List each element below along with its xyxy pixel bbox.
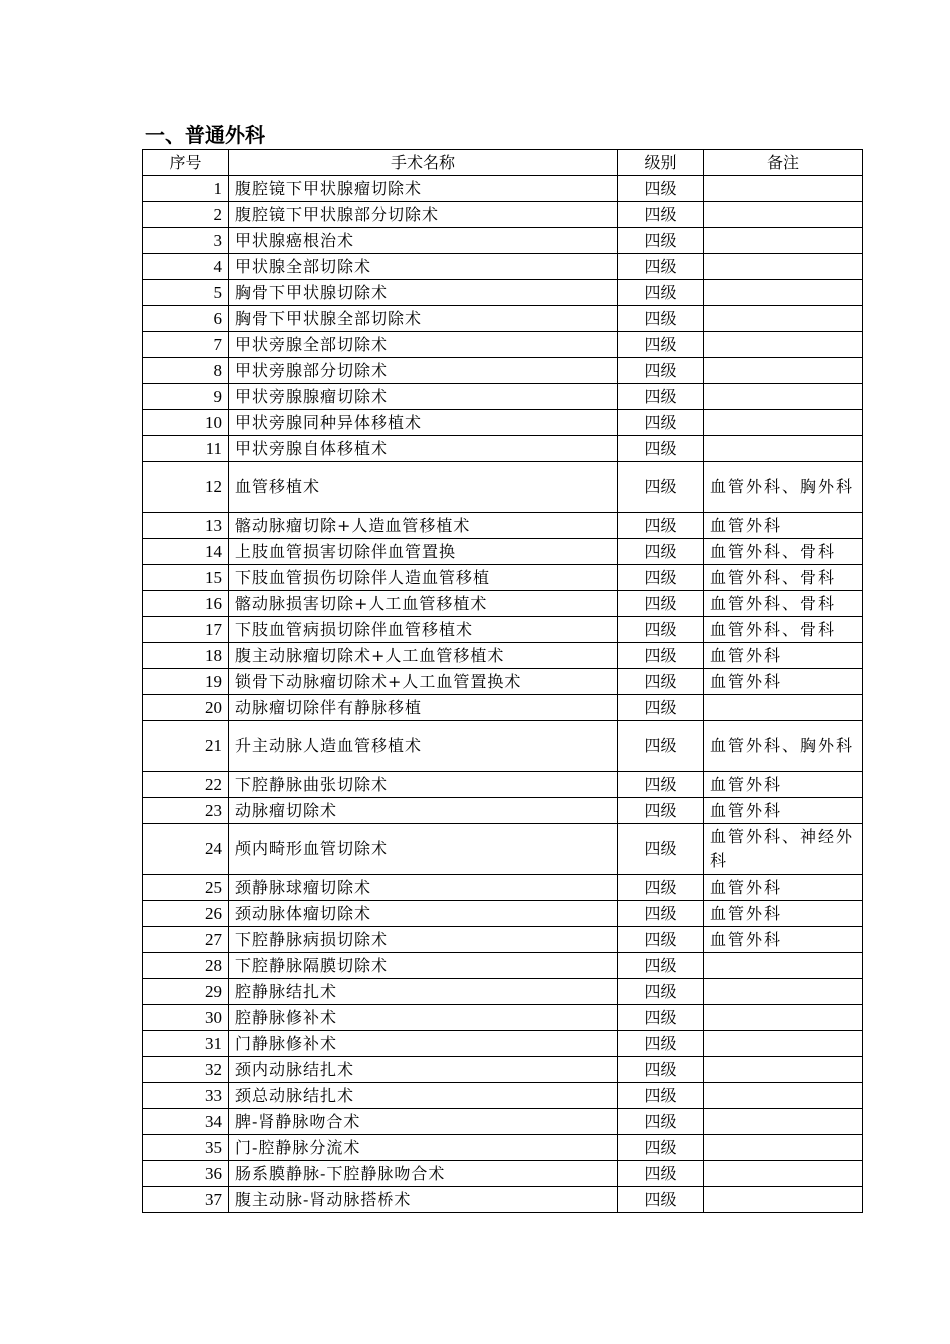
row-number-cell: 11 bbox=[143, 436, 229, 462]
table-row bbox=[143, 565, 863, 591]
surgery-name-cell: 腔静脉修补术 bbox=[229, 1005, 618, 1031]
column-header-no: 序号 bbox=[143, 150, 229, 176]
surgery-note-cell bbox=[704, 1135, 863, 1161]
surgery-name-cell: 上肢血管损害切除伴血管置换 bbox=[229, 539, 618, 565]
surgery-name-cell: 甲状腺全部切除术 bbox=[229, 254, 618, 280]
table-row bbox=[143, 228, 863, 254]
surgery-name-cell: 颈动脉体瘤切除术 bbox=[229, 901, 618, 927]
surgery-name-cell: 腹腔镜下甲状腺瘤切除术 bbox=[229, 176, 618, 202]
surgery-name-cell: 动脉瘤切除伴有静脉移植 bbox=[229, 695, 618, 721]
row-number-cell: 22 bbox=[143, 772, 229, 798]
surgery-note-cell bbox=[704, 1057, 863, 1083]
table-row bbox=[143, 176, 863, 202]
surgery-level-cell: 四级 bbox=[618, 1031, 704, 1057]
surgery-note-cell: 血管外科 bbox=[704, 901, 863, 927]
surgery-level-cell: 四级 bbox=[618, 669, 704, 695]
surgery-note-cell bbox=[704, 332, 863, 358]
surgery-level-cell: 四级 bbox=[618, 1135, 704, 1161]
surgery-level-cell: 四级 bbox=[618, 824, 704, 875]
table-row bbox=[143, 306, 863, 332]
surgery-level-cell: 四级 bbox=[618, 332, 704, 358]
table-row bbox=[143, 332, 863, 358]
table-row bbox=[143, 669, 863, 695]
row-number-cell: 29 bbox=[143, 979, 229, 1005]
surgery-level-cell: 四级 bbox=[618, 280, 704, 306]
surgery-level-cell: 四级 bbox=[618, 539, 704, 565]
surgery-level-cell: 四级 bbox=[618, 901, 704, 927]
row-number-cell: 2 bbox=[143, 202, 229, 228]
table-row bbox=[143, 1109, 863, 1135]
table-row bbox=[143, 280, 863, 306]
table-row bbox=[143, 591, 863, 617]
surgery-name-cell: 颈静脉球瘤切除术 bbox=[229, 875, 618, 901]
surgery-name-cell: 甲状旁腺部分切除术 bbox=[229, 358, 618, 384]
surgery-level-cell: 四级 bbox=[618, 1109, 704, 1135]
surgery-level-cell: 四级 bbox=[618, 927, 704, 953]
surgery-level-cell: 四级 bbox=[618, 228, 704, 254]
table-row bbox=[143, 901, 863, 927]
surgery-name-cell: 下肢血管病损切除伴血管移植术 bbox=[229, 617, 618, 643]
surgery-level-cell: 四级 bbox=[618, 875, 704, 901]
table-row bbox=[143, 721, 863, 772]
column-header-level: 级别 bbox=[618, 150, 704, 176]
surgery-note-cell bbox=[704, 1031, 863, 1057]
table-row bbox=[143, 798, 863, 824]
surgery-level-cell: 四级 bbox=[618, 565, 704, 591]
surgery-note-cell bbox=[704, 254, 863, 280]
row-number-cell: 28 bbox=[143, 953, 229, 979]
surgery-name-cell: 肠系膜静脉-下腔静脉吻合术 bbox=[229, 1161, 618, 1187]
row-number-cell: 27 bbox=[143, 927, 229, 953]
surgery-note-cell bbox=[704, 1005, 863, 1031]
row-number-cell: 19 bbox=[143, 669, 229, 695]
table-row bbox=[143, 772, 863, 798]
surgery-note-cell bbox=[704, 1109, 863, 1135]
surgery-note-cell bbox=[704, 410, 863, 436]
surgery-name-cell: 腹腔镜下甲状腺部分切除术 bbox=[229, 202, 618, 228]
surgery-note-cell: 血管外科 bbox=[704, 669, 863, 695]
table-row bbox=[143, 1187, 863, 1213]
surgery-note-cell bbox=[704, 953, 863, 979]
row-number-cell: 7 bbox=[143, 332, 229, 358]
row-number-cell: 10 bbox=[143, 410, 229, 436]
row-number-cell: 25 bbox=[143, 875, 229, 901]
surgery-name-cell: 动脉瘤切除术 bbox=[229, 798, 618, 824]
row-number-cell: 26 bbox=[143, 901, 229, 927]
table-row bbox=[143, 1005, 863, 1031]
surgery-level-cell: 四级 bbox=[618, 306, 704, 332]
row-number-cell: 8 bbox=[143, 358, 229, 384]
row-number-cell: 4 bbox=[143, 254, 229, 280]
surgery-note-cell: 血管外科 bbox=[704, 643, 863, 669]
surgery-name-cell: 胸骨下甲状腺切除术 bbox=[229, 280, 618, 306]
surgery-level-cell: 四级 bbox=[618, 721, 704, 772]
surgery-note-cell bbox=[704, 358, 863, 384]
row-number-cell: 23 bbox=[143, 798, 229, 824]
row-number-cell: 24 bbox=[143, 824, 229, 875]
surgery-level-cell: 四级 bbox=[618, 436, 704, 462]
row-number-cell: 12 bbox=[143, 462, 229, 513]
surgery-note-cell bbox=[704, 1161, 863, 1187]
surgery-name-cell: 门-腔静脉分流术 bbox=[229, 1135, 618, 1161]
surgery-level-cell: 四级 bbox=[618, 176, 704, 202]
surgery-name-cell: 甲状旁腺自体移植术 bbox=[229, 436, 618, 462]
surgery-note-cell bbox=[704, 436, 863, 462]
surgery-level-cell: 四级 bbox=[618, 254, 704, 280]
surgery-level-cell: 四级 bbox=[618, 617, 704, 643]
surgery-note-cell: 血管外科、胸外科 bbox=[704, 462, 863, 513]
surgery-name-cell: 髂动脉瘤切除+人造血管移植术 bbox=[229, 513, 618, 539]
surgery-note-cell: 血管外科 bbox=[704, 875, 863, 901]
surgery-name-cell: 腹主动脉-肾动脉搭桥术 bbox=[229, 1187, 618, 1213]
row-number-cell: 33 bbox=[143, 1083, 229, 1109]
row-number-cell: 32 bbox=[143, 1057, 229, 1083]
surgery-level-cell: 四级 bbox=[618, 202, 704, 228]
row-number-cell: 30 bbox=[143, 1005, 229, 1031]
surgery-level-cell: 四级 bbox=[618, 410, 704, 436]
surgery-note-cell: 血管外科 bbox=[704, 798, 863, 824]
surgery-name-cell: 颈总动脉结扎术 bbox=[229, 1083, 618, 1109]
table-row bbox=[143, 410, 863, 436]
surgery-level-cell: 四级 bbox=[618, 1057, 704, 1083]
surgery-level-cell: 四级 bbox=[618, 979, 704, 1005]
surgery-note-cell bbox=[704, 228, 863, 254]
row-number-cell: 18 bbox=[143, 643, 229, 669]
surgery-name-cell: 下腔静脉隔膜切除术 bbox=[229, 953, 618, 979]
surgery-note-cell: 血管外科、胸外科 bbox=[704, 721, 863, 772]
surgery-name-cell: 颅内畸形血管切除术 bbox=[229, 824, 618, 875]
row-number-cell: 5 bbox=[143, 280, 229, 306]
surgery-name-cell: 门静脉修补术 bbox=[229, 1031, 618, 1057]
surgery-level-cell: 四级 bbox=[618, 462, 704, 513]
row-number-cell: 16 bbox=[143, 591, 229, 617]
surgery-name-cell: 下腔静脉曲张切除术 bbox=[229, 772, 618, 798]
row-number-cell: 20 bbox=[143, 695, 229, 721]
surgery-note-cell: 血管外科 bbox=[704, 927, 863, 953]
surgery-level-cell: 四级 bbox=[618, 1161, 704, 1187]
table-row bbox=[143, 202, 863, 228]
row-number-cell: 1 bbox=[143, 176, 229, 202]
surgery-note-cell: 血管外科 bbox=[704, 513, 863, 539]
surgery-name-cell: 甲状旁腺同种异体移植术 bbox=[229, 410, 618, 436]
surgery-name-cell: 脾-肾静脉吻合术 bbox=[229, 1109, 618, 1135]
table-row bbox=[143, 824, 863, 875]
row-number-cell: 14 bbox=[143, 539, 229, 565]
row-number-cell: 34 bbox=[143, 1109, 229, 1135]
surgery-note-cell bbox=[704, 695, 863, 721]
surgery-note-cell bbox=[704, 384, 863, 410]
surgery-note-cell: 血管外科、骨科 bbox=[704, 617, 863, 643]
row-number-cell: 21 bbox=[143, 721, 229, 772]
surgery-level-cell: 四级 bbox=[618, 695, 704, 721]
surgery-note-cell bbox=[704, 176, 863, 202]
row-number-cell: 9 bbox=[143, 384, 229, 410]
surgery-name-cell: 血管移植术 bbox=[229, 462, 618, 513]
surgery-level-cell: 四级 bbox=[618, 1187, 704, 1213]
table-row bbox=[143, 462, 863, 513]
surgery-note-cell bbox=[704, 979, 863, 1005]
table-row bbox=[143, 643, 863, 669]
column-header-note: 备注 bbox=[704, 150, 863, 176]
table-row bbox=[143, 539, 863, 565]
row-number-cell: 35 bbox=[143, 1135, 229, 1161]
table-row bbox=[143, 436, 863, 462]
surgery-note-cell bbox=[704, 280, 863, 306]
column-header-name: 手术名称 bbox=[229, 150, 618, 176]
surgery-note-cell: 血管外科、骨科 bbox=[704, 591, 863, 617]
surgery-name-cell: 腔静脉结扎术 bbox=[229, 979, 618, 1005]
table-body bbox=[143, 176, 863, 1213]
table-row bbox=[143, 384, 863, 410]
table-header-row bbox=[143, 150, 863, 176]
surgery-level-cell: 四级 bbox=[618, 953, 704, 979]
surgery-note-cell: 血管外科 bbox=[704, 772, 863, 798]
table-row bbox=[143, 927, 863, 953]
table-row bbox=[143, 1083, 863, 1109]
surgery-name-cell: 锁骨下动脉瘤切除术+人工血管置换术 bbox=[229, 669, 618, 695]
surgery-level-cell: 四级 bbox=[618, 1083, 704, 1109]
row-number-cell: 37 bbox=[143, 1187, 229, 1213]
table-row bbox=[143, 1135, 863, 1161]
surgery-level-cell: 四级 bbox=[618, 798, 704, 824]
surgery-level-cell: 四级 bbox=[618, 358, 704, 384]
surgery-level-cell: 四级 bbox=[618, 384, 704, 410]
row-number-cell: 17 bbox=[143, 617, 229, 643]
table-row bbox=[143, 358, 863, 384]
surgery-table bbox=[142, 149, 863, 1213]
surgery-name-cell: 下腔静脉病损切除术 bbox=[229, 927, 618, 953]
surgery-name-cell: 甲状腺癌根治术 bbox=[229, 228, 618, 254]
table-row bbox=[143, 875, 863, 901]
surgery-note-cell bbox=[704, 202, 863, 228]
section-title: 一、普通外科 bbox=[145, 123, 265, 147]
row-number-cell: 13 bbox=[143, 513, 229, 539]
row-number-cell: 36 bbox=[143, 1161, 229, 1187]
table-row bbox=[143, 513, 863, 539]
row-number-cell: 6 bbox=[143, 306, 229, 332]
surgery-level-cell: 四级 bbox=[618, 1005, 704, 1031]
surgery-level-cell: 四级 bbox=[618, 772, 704, 798]
row-number-cell: 3 bbox=[143, 228, 229, 254]
table-row bbox=[143, 979, 863, 1005]
surgery-note-cell bbox=[704, 1187, 863, 1213]
surgery-note-cell: 血管外科、神经外科 bbox=[704, 824, 863, 875]
surgery-note-cell bbox=[704, 1083, 863, 1109]
table-row bbox=[143, 1031, 863, 1057]
row-number-cell: 15 bbox=[143, 565, 229, 591]
surgery-level-cell: 四级 bbox=[618, 513, 704, 539]
table-row bbox=[143, 1057, 863, 1083]
surgery-note-cell: 血管外科、骨科 bbox=[704, 565, 863, 591]
table-row bbox=[143, 1161, 863, 1187]
table-row bbox=[143, 617, 863, 643]
surgery-level-cell: 四级 bbox=[618, 643, 704, 669]
surgery-note-cell bbox=[704, 306, 863, 332]
row-number-cell: 31 bbox=[143, 1031, 229, 1057]
surgery-note-cell: 血管外科、骨科 bbox=[704, 539, 863, 565]
surgery-name-cell: 升主动脉人造血管移植术 bbox=[229, 721, 618, 772]
table-row bbox=[143, 695, 863, 721]
surgery-name-cell: 髂动脉损害切除+人工血管移植术 bbox=[229, 591, 618, 617]
surgery-level-cell: 四级 bbox=[618, 591, 704, 617]
surgery-name-cell: 胸骨下甲状腺全部切除术 bbox=[229, 306, 618, 332]
surgery-name-cell: 甲状旁腺全部切除术 bbox=[229, 332, 618, 358]
table-row bbox=[143, 254, 863, 280]
surgery-name-cell: 下肢血管损伤切除伴人造血管移植 bbox=[229, 565, 618, 591]
surgery-name-cell: 甲状旁腺腺瘤切除术 bbox=[229, 384, 618, 410]
surgery-name-cell: 颈内动脉结扎术 bbox=[229, 1057, 618, 1083]
table-row bbox=[143, 953, 863, 979]
surgery-name-cell: 腹主动脉瘤切除术+人工血管移植术 bbox=[229, 643, 618, 669]
